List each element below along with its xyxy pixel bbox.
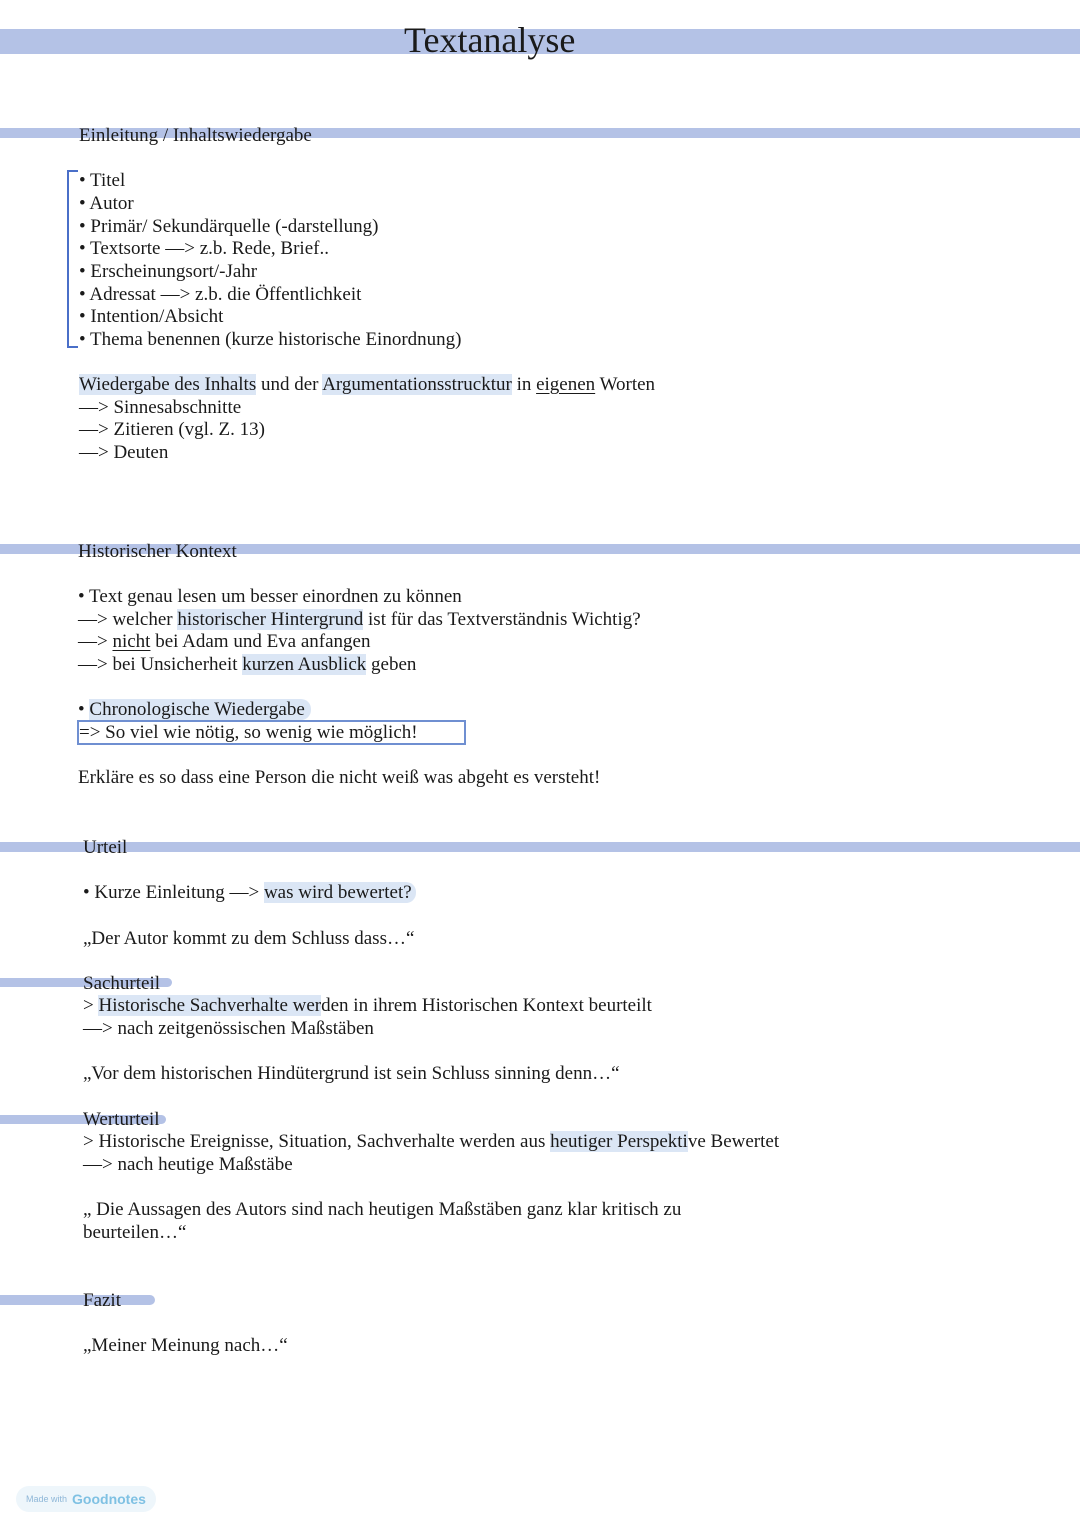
kontext-line: • Text genau lesen um besser einordnen zu können: [78, 586, 462, 607]
plain-text: —>: [78, 631, 113, 652]
step-line: —> Sinnesabschnitte: [79, 397, 242, 418]
plain-text: —> welcher: [78, 609, 178, 630]
highlight-text: was wird bewertet?: [264, 882, 416, 903]
plain-text: in: [511, 374, 537, 395]
list-item: • Erscheinungsort/-Jahr: [79, 261, 258, 282]
heading-werturteil: Werturteil: [83, 1109, 160, 1130]
highlight-text: Chronologische Wiedergabe: [89, 699, 310, 720]
list-bracket: [67, 170, 78, 348]
quote: „ Die Aussagen des Autors sind nach heutigen Maßstäben ganz klar kritisch zu: [83, 1199, 682, 1220]
highlight-text: Wiedergabe des Inhalts: [79, 374, 257, 395]
list-item: • Textsorte —> z.b. Rede, Brief..: [79, 238, 329, 259]
highlight-text: kurzen Ausblick: [242, 654, 367, 675]
goodnotes-logo: Goodnotes: [72, 1491, 146, 1507]
wiedergabe-line: [79, 373, 655, 396]
step-line: —> Zitieren (vgl. Z. 13): [79, 419, 265, 440]
plain-text: Worten: [595, 374, 656, 395]
quote: „Meiner Meinung nach…“: [83, 1335, 288, 1356]
highlight-text: historischer Hintergrund: [177, 609, 364, 630]
heading-fazit: Fazit: [83, 1290, 121, 1311]
plain-text: ist für das Textverständnis Wichtig?: [363, 609, 641, 630]
plain-text: —> bei Unsicherheit: [78, 654, 243, 675]
plain-text: den in ihrem Historischen Kontext beurteilt: [321, 995, 652, 1016]
list-item: • Thema benennen (kurze historische Einordnung): [79, 329, 462, 350]
underlined-text: nicht: [112, 631, 151, 652]
section-bar-urteil: [0, 842, 1080, 852]
list-item: • Adressat —> z.b. die Öffentlichkeit: [79, 284, 362, 305]
highlight-text: heutiger Perspekti: [550, 1131, 688, 1152]
plain-text: •: [78, 699, 90, 720]
goodnotes-badge: [16, 1486, 156, 1512]
plain-text: geben: [366, 654, 417, 675]
plain-text: bei Adam und Eva anfangen: [150, 631, 371, 652]
quote: „Vor dem historischen Hindütergrund ist sein Schluss sinning denn…“: [83, 1063, 620, 1084]
plain-text: • Kurze Einleitung —>: [83, 882, 264, 903]
werturteil-line: [83, 1130, 779, 1153]
kontext-line: [78, 630, 370, 653]
list-item: • Titel: [79, 170, 126, 191]
list-item: • Autor: [79, 193, 134, 214]
step-line: —> Deuten: [79, 442, 169, 463]
heading-kontext: Historischer Kontext: [78, 541, 237, 562]
kontext-line: [78, 653, 416, 676]
kontext-line: [78, 608, 641, 631]
plain-text: und der: [256, 374, 323, 395]
werturteil-line: —> nach heutige Maßstäbe: [83, 1154, 293, 1175]
highlight-text: Argumentationsstrucktur: [322, 374, 512, 395]
heading-einleitung: Einleitung / Inhaltswiedergabe: [79, 125, 312, 146]
heading-urteil: Urteil: [83, 837, 128, 858]
urteil-intro: [83, 881, 416, 904]
plain-text: > Historische Ereignisse, Situation, Sachverhalte werden aus: [83, 1131, 551, 1152]
chrono-line: [78, 698, 311, 721]
quote: beurteilen…“: [83, 1222, 187, 1243]
page-title: Textanalyse: [404, 20, 576, 60]
plain-text: ve Bewertet: [687, 1131, 780, 1152]
plain-text: >: [83, 995, 99, 1016]
underlined-text: eigenen: [536, 374, 596, 395]
list-item: • Intention/Absicht: [79, 306, 224, 327]
heading-sachurteil: Sachurteil: [83, 973, 161, 994]
highlight-text: Historische Sachverhalte wer: [98, 995, 322, 1016]
sachurteil-line: —> nach zeitgenössischen Maßstäben: [83, 1018, 374, 1039]
sachurteil-line: [83, 994, 652, 1017]
boxed-note-text: => So viel wie nötig, so wenig wie möglich!: [79, 722, 418, 743]
made-with-label: Made with: [26, 1494, 68, 1504]
quote: „Der Autor kommt zu dem Schluss dass…“: [83, 928, 415, 949]
subheading-bar-fazit: [0, 1295, 155, 1305]
explain-line: Erkläre es so dass eine Person die nicht weiß was abgeht es versteht!: [78, 767, 601, 788]
list-item: • Primär/ Sekundärquelle (-darstellung): [79, 216, 379, 237]
